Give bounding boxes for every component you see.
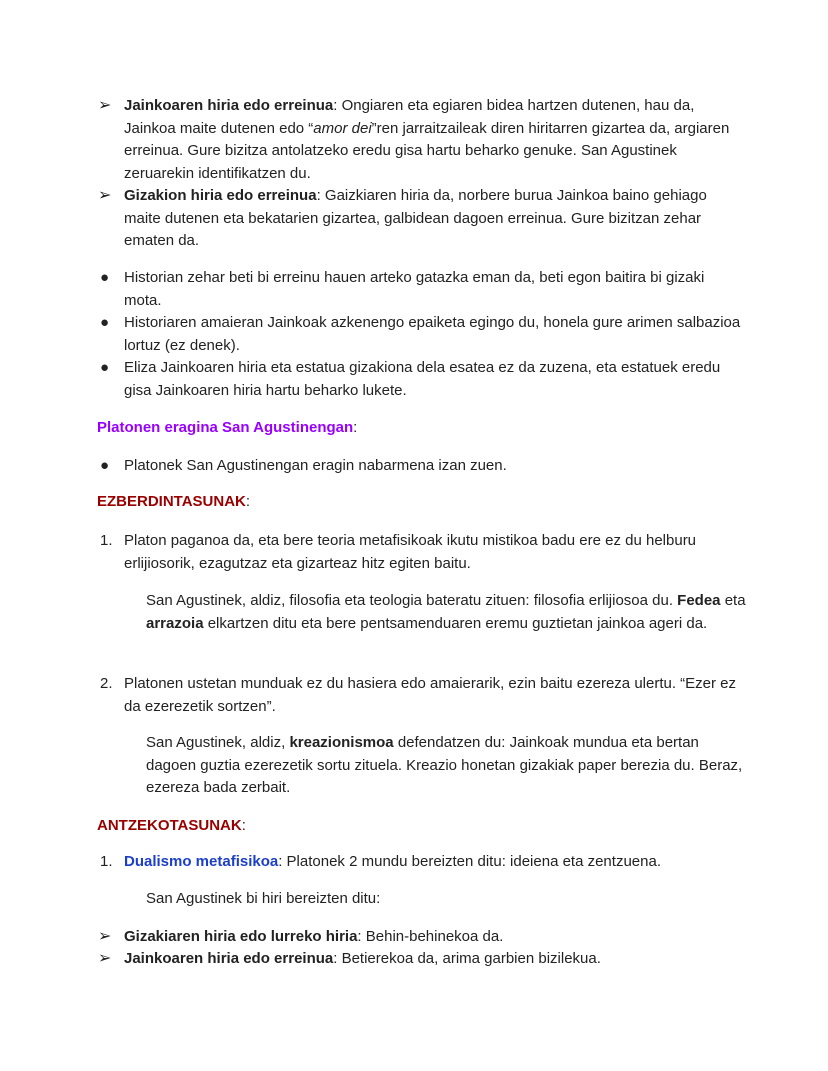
para-text: defendatzen du: Jainkoak mundua eta bertan dagoen guztia ezerezetik sortu zituela. Kreazio honetan gizakiak paper berezia du. Beraz, ezereza bada zerbait. (146, 734, 743, 796)
heading-colon: : (245, 493, 251, 510)
item-title: Jainkoaren hiria edo erreinua (124, 950, 334, 967)
item-italic: amor dei (313, 119, 372, 137)
arrow-item-jainkoaren-hiria (98, 95, 744, 185)
item-number: 1. (100, 853, 113, 870)
bullet-text: Platonek San Agustinengan eragin nabarmena izan zuen. (124, 457, 507, 474)
paragraph (146, 590, 746, 635)
item-text: Platonen ustetan munduak ez du hasiera edo amaierarik, ezin baitu ezereza ulertu. “Ezer ez da ezerezetik sortzen”. (124, 675, 737, 715)
item-number: 2. (100, 675, 113, 692)
para-text: elkartzen ditu eta bere pentsamenduaren eremu guztietan jainkoa ageri da. (203, 614, 708, 632)
section-heading-platonen-eragina (97, 417, 357, 440)
arrow-bullet-icon: ➢ (98, 97, 112, 114)
para-text: San Agustinek, aldiz, filosofia eta teologia bateratu zituen: filosofia erlijiosoa du. (146, 592, 678, 609)
para-bold: Fedea (677, 592, 721, 609)
item-text: : Betierekoa da, arima garbien bizilekua. (333, 950, 601, 967)
heading-colon: : (241, 817, 246, 834)
section-heading-antzekotasunak (97, 815, 246, 838)
item-text: : Platonek 2 mundu bereizten ditu: ideiena eta zentzuena. (278, 853, 661, 870)
bullet-dot-icon: ● (100, 359, 110, 376)
section-heading-ezberdintasunak (97, 491, 250, 514)
bullet-item (100, 267, 744, 312)
bullet-item (100, 357, 744, 402)
arrow-item (98, 948, 744, 971)
para-text: San Agustinek, aldiz, (146, 734, 290, 751)
bullet-item (100, 455, 744, 478)
bullet-text: Eliza Jainkoaren hiria eta estatua gizakiona dela esatea ez da zuzena, eta estatuek eredu gisa Jainkoaren hiria hartu beharko lukete. (124, 359, 721, 399)
item-text: : Behin-behinekoa da. (357, 928, 504, 945)
bullet-text: Historiaren amaieran Jainkoak azkenengo epaiketa egingo du, honela gure arimen salbazioa lortuz (ez denek). (124, 314, 741, 354)
bullet-dot-icon: ● (100, 269, 110, 286)
item-number: 1. (100, 532, 113, 549)
paragraph: San Agustinek bi hiri bereizten ditu: (146, 890, 381, 907)
item-title: Gizakion hiria edo erreinua (124, 187, 317, 204)
para-text: eta (720, 592, 746, 609)
item-title: Gizakiaren hiria edo lurreko hiria (124, 928, 358, 945)
arrow-bullet-icon: ➢ (98, 928, 112, 945)
arrow-bullet-icon: ➢ (98, 950, 112, 967)
bullet-item (100, 312, 744, 357)
paragraph (146, 732, 746, 800)
numbered-item-2 (100, 673, 744, 718)
item-text: ”ren jarraitzaileak diren hiritarren gizartea da, argiaren erreinua. Gure bizitza antolatzeko eredu gisa hartu beharko genuke. San Agustinek zeruarekin identifikatzen du. (124, 119, 730, 182)
item-text: : Ongiaren eta egiaren bidea hartzen dutenen, hau da, Jainkoa maite dutenen edo “ (124, 97, 695, 137)
heading-text: ANTZEKOTASUNAK (97, 817, 242, 834)
arrow-item (98, 926, 744, 949)
bullet-dot-icon: ● (100, 457, 110, 474)
item-title: Jainkoaren hiria edo erreinua (124, 97, 334, 114)
item-text: Platon paganoa da, eta bere teoria metafisikoak ikutu mistikoa badu ere ez du helburu erlijiosorik, ezagutzaz eta gizarteaz hitz egiten baitu. (124, 532, 697, 572)
bullet-text: Historian zehar beti bi erreinu hauen arteko gatazka eman da, beti egon baitira bi gizaki mota. (124, 269, 705, 309)
heading-colon: : (353, 419, 358, 436)
item-title: Dualismo metafisikoa (124, 853, 279, 870)
heading-text: EZBERDINTASUNAK (97, 493, 246, 510)
numbered-item-1 (100, 530, 744, 575)
heading-text: Platonen eragina San Agustinengan (97, 419, 354, 436)
bullet-dot-icon: ● (100, 314, 110, 331)
para-bold: arrazoia (146, 614, 204, 632)
arrow-item-gizakion-hiria (98, 185, 744, 253)
arrow-bullet-icon: ➢ (98, 187, 112, 204)
numbered-item-1 (100, 851, 744, 874)
para-bold: kreazionismoa (289, 734, 394, 751)
item-text: : Gaizkiaren hiria da, norbere burua Jainkoa baino gehiago maite dutenen eta bekatarien gizartea, galbidean dagoen erreinua. Gure bizitzan zehar ematen da. (124, 187, 707, 249)
